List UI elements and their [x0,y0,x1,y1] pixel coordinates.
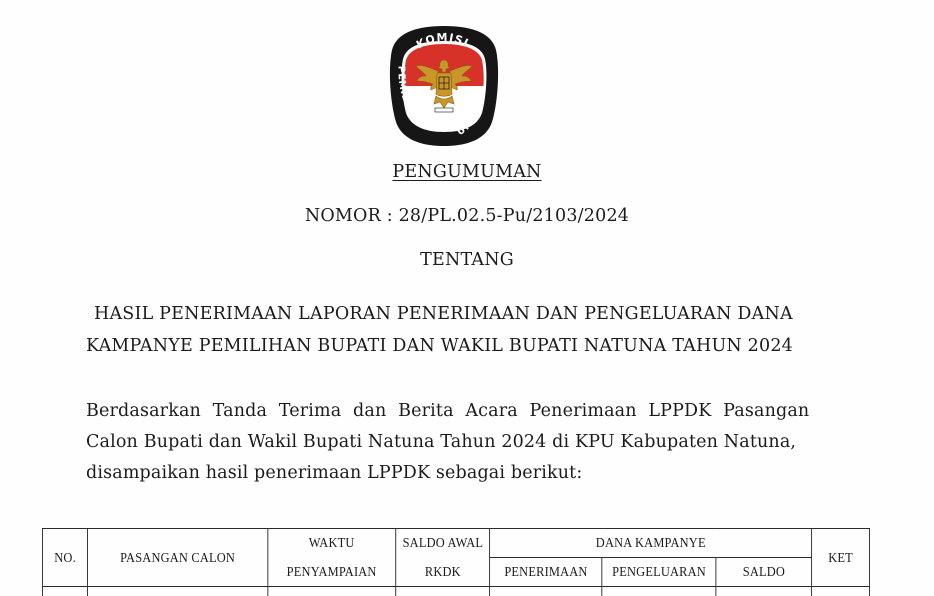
announcement-body [86,396,856,489]
body-line-3: disampaikan hasil penerimaan LPPDK sebagai berikut: [86,463,583,483]
table-cell [490,587,602,596]
kpu-emblem-icon [388,24,500,148]
table-cell [602,587,716,596]
table-cell [396,587,490,596]
table-cell [42,587,87,596]
lppdk-table [42,528,870,596]
header-pasangan-calon: PASANGAN CALON [88,529,268,587]
header-dana-kampanye: DANA KAMPANYE [490,529,812,558]
table-cell [812,587,870,596]
svg-text:KOMISI: KOMISI [414,30,472,52]
header-penerimaan: PENERIMAAN [490,558,602,587]
subject-line-1: HASIL PENERIMAAN LAPORAN PENERIMAAN DAN PENGELUARAN DANA [94,304,793,324]
table-cell [716,587,812,596]
header-waktu-top: WAKTU [267,529,395,558]
header-saldo-awal-top: SALDO AWAL [396,529,490,558]
header-saldo: SALDO [716,558,812,587]
body-line-1: Berdasarkan Tanda Terima dan Berita Acara Penerimaan LPPDK Pasangan [86,401,810,421]
kpu-logo [388,24,500,148]
announcement-title: PENGUMUMAN [392,162,542,182]
body-line-2: Calon Bupati dan Wakil Bupati Natuna Tahun 2024 di KPU Kabupaten Natuna, [86,432,797,452]
svg-text:UMUM: UMUM [455,102,487,138]
header-pengeluaran: PENGELUARAN [602,558,716,587]
document-number: NOMOR : 28/PL.02.5-Pu/2103/2024 [304,206,630,226]
header-ket: KET [812,529,870,587]
header-no: NO. [42,529,87,587]
header-waktu-bottom: PENYAMPAIAN [267,558,395,587]
subject-line-2: KAMPANYE PEMILIHAN BUPATI DAN WAKIL BUPATI NATUNA TAHUN 2024 [86,336,794,356]
about-heading: TENTANG [420,250,514,270]
header-saldo-awal-bottom: RKDK [396,558,490,587]
table-cell [88,587,268,596]
announcement-subject [86,298,846,362]
table-cell [267,587,395,596]
table-row [42,587,869,596]
svg-text:PEMILIHAN: PEMILIHAN [395,65,427,129]
